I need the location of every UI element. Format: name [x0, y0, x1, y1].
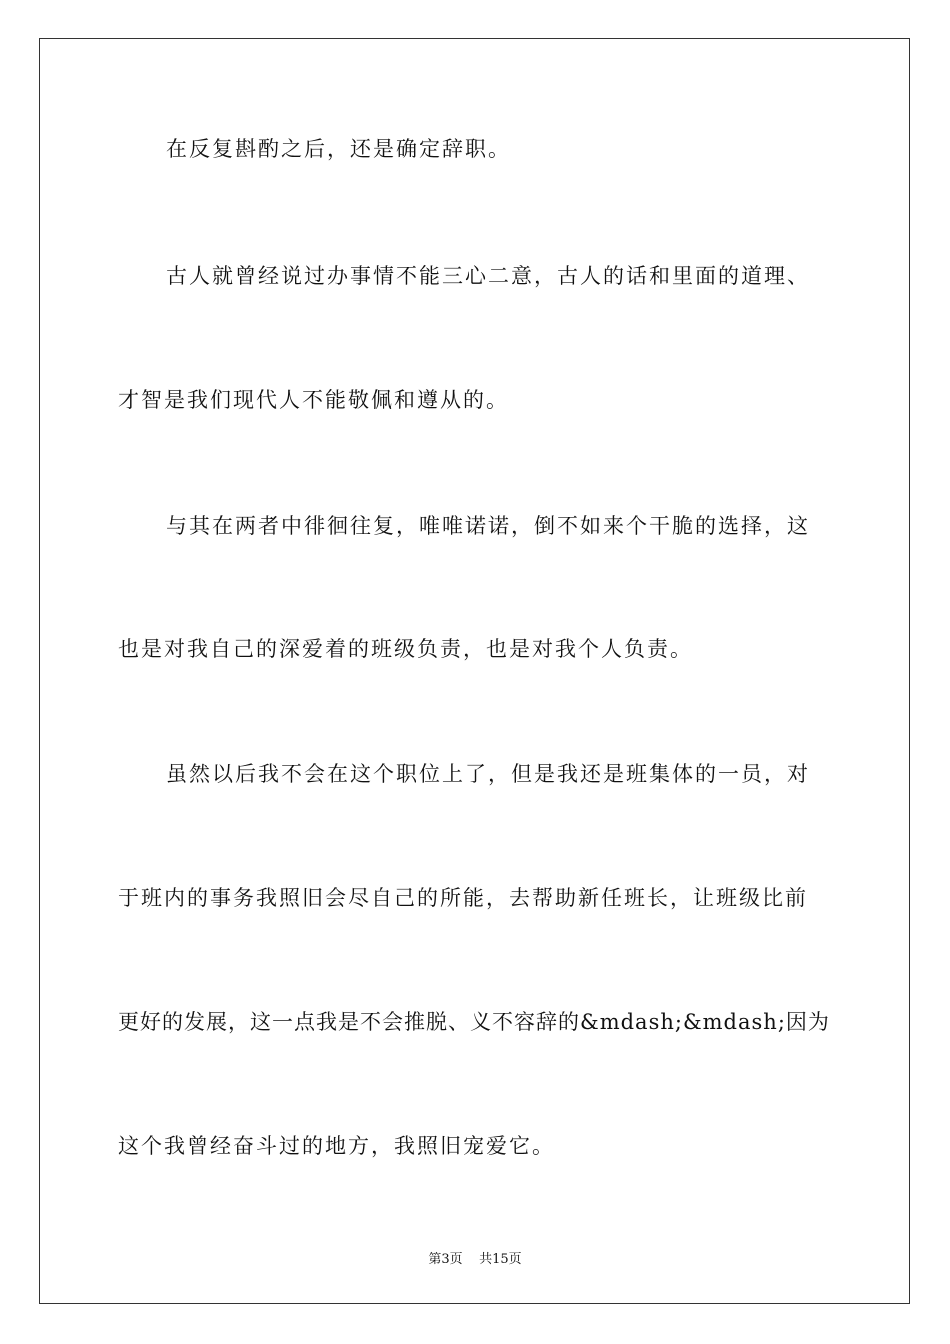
paragraph-line: 虽然以后我不会在这个职位上了，但是我还是班集体的一员，对	[166, 762, 810, 786]
page-total: 共15页	[479, 1252, 522, 1267]
paragraph-line: 更好的发展，这一点我是不会推脱、义不容辞的&mdash;&mdash;因为	[118, 1010, 830, 1034]
paragraph-line: 在反复斟酌之后，还是确定辞职。	[166, 137, 511, 161]
page-footer	[0, 1248, 950, 1267]
page-border	[39, 38, 910, 1304]
paragraph-line: 古人就曾经说过办事情不能三心二意，古人的话和里面的道理、	[166, 264, 810, 288]
paragraph-line: 才智是我们现代人不能敬佩和遵从的。	[118, 388, 509, 412]
paragraph-line: 也是对我自己的深爱着的班级负责，也是对我个人负责。	[118, 637, 693, 661]
paragraph-line: 于班内的事务我照旧会尽自己的所能，去帮助新任班长，让班级比前	[118, 886, 808, 910]
page-number: 第3页	[428, 1252, 463, 1267]
paragraph-line: 这个我曾经奋斗过的地方，我照旧宠爱它。	[118, 1134, 555, 1158]
paragraph-line: 与其在两者中徘徊往复，唯唯诺诺，倒不如来个干脆的选择，这	[166, 514, 810, 538]
